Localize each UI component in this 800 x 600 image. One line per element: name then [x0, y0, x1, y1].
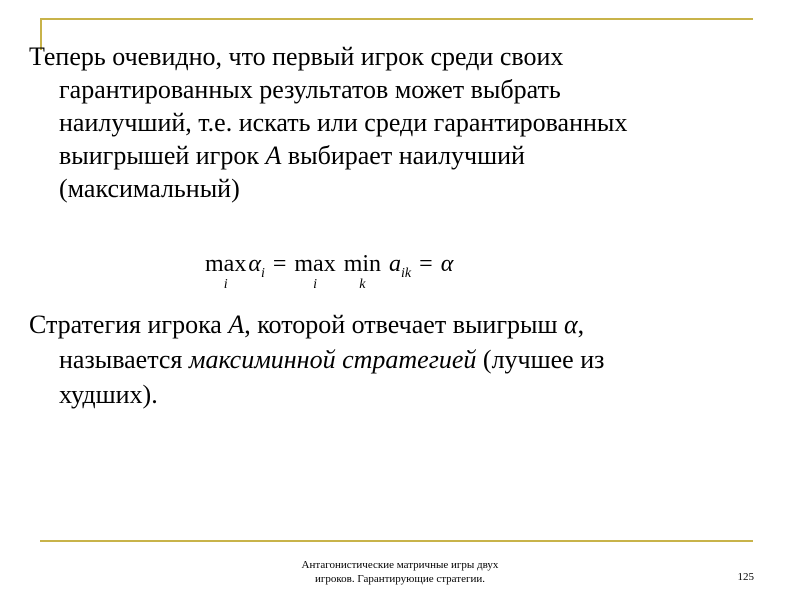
- formula-min-sub: k: [359, 277, 366, 292]
- formula-a-sub: ik: [401, 266, 412, 281]
- p2-part-1: Стратегия игрока: [29, 310, 229, 339]
- paragraph-1: [29, 40, 759, 205]
- p2-part-5: (лучшее из: [476, 345, 605, 374]
- formula-max-2: max i: [294, 251, 336, 292]
- p1-line-1: Теперь очевидно, что первый игрок среди своих: [29, 42, 564, 71]
- bottom-rule: [40, 540, 753, 542]
- formula-alpha: α: [248, 251, 261, 277]
- p1-line-3: наилучший, т.е. искать или среди гарантированных: [59, 108, 628, 137]
- p2-part-2: , которой отвечает выигрыш: [244, 310, 565, 339]
- p1-line-5: (максимальный): [59, 174, 240, 203]
- footer-title-line-2: игроков. Гарантирующие стратегии.: [314, 573, 486, 585]
- page-number: 125: [737, 571, 754, 583]
- formula-equals-2: =: [419, 251, 433, 277]
- formula-max-2-sub: i: [313, 277, 317, 292]
- p2-part-3: ,: [577, 310, 585, 339]
- footer-title-line-1: Антагонистические матричные игры двух: [301, 559, 499, 571]
- p2-player-a-var: A: [228, 310, 245, 339]
- p1-line-4-pre: выигрышей игрок: [59, 141, 266, 170]
- p1-line-4-post: выбирает наилучший: [281, 141, 525, 170]
- formula-equals-1: =: [272, 251, 287, 277]
- player-a-var: A: [265, 141, 282, 170]
- p2-part-4: называется: [59, 345, 189, 374]
- slide-body: [29, 40, 759, 205]
- formula-max-1: max i: [205, 251, 247, 292]
- formula-min: min k: [343, 251, 382, 292]
- p2-alpha: α: [564, 310, 578, 339]
- top-rule: [40, 18, 753, 20]
- paragraph-2: [29, 307, 789, 412]
- formula-a: a: [389, 251, 402, 277]
- formula-max-1-sub: i: [223, 277, 228, 292]
- footer-title: [250, 558, 550, 586]
- p1-line-2: гарантированных результатов может выбрать: [59, 75, 561, 104]
- p2-part-6: худших).: [59, 380, 158, 409]
- formula-alpha-sub: i: [260, 266, 265, 281]
- maximin-strategy-term: максиминной стратегией: [188, 345, 477, 374]
- formula-result: α: [440, 251, 454, 277]
- maximin-formula: [205, 251, 454, 292]
